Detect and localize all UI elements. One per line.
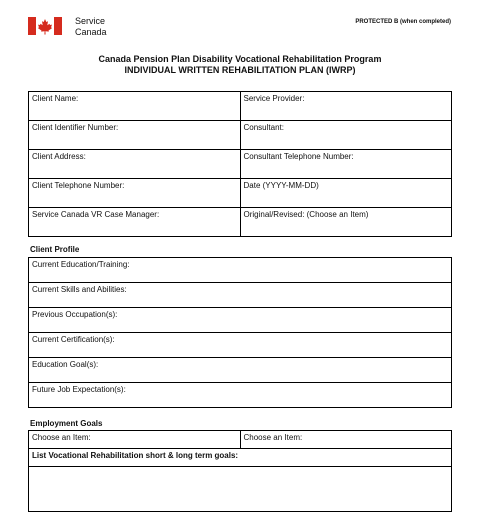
table-row	[29, 308, 452, 333]
original-revised-select[interactable]: Original/Revised: (Choose an Item)	[240, 208, 452, 237]
table-row	[29, 208, 452, 237]
document-title	[0, 54, 480, 76]
employment-goals-heading: Employment Goals	[30, 419, 103, 428]
client-name-field[interactable]: Client Name:	[29, 92, 241, 121]
table-row	[29, 92, 452, 121]
service-provider-field[interactable]: Service Provider:	[240, 92, 452, 121]
client-address-field[interactable]: Client Address:	[29, 150, 241, 179]
department-name	[75, 16, 107, 38]
vr-goals-label: List Vocational Rehabilitation short & long term goals:	[29, 449, 452, 467]
table-row	[29, 449, 452, 467]
title-line-2: INDIVIDUAL WRITTEN REHABILITATION PLAN (IWRP)	[124, 65, 356, 75]
client-telephone-field[interactable]: Client Telephone Number:	[29, 179, 241, 208]
client-profile-heading: Client Profile	[30, 245, 80, 254]
title-line-1: Canada Pension Plan Disability Vocational Rehabilitation Program	[98, 54, 382, 64]
table-row	[29, 383, 452, 408]
future-job-field[interactable]: Future Job Expectation(s):	[29, 383, 452, 408]
department-line-2: Canada	[75, 27, 107, 37]
document-header	[0, 0, 480, 48]
client-identifier-field[interactable]: Client Identifier Number:	[29, 121, 241, 150]
department-line-1: Service	[75, 16, 106, 26]
employment-goal-select-left[interactable]: Choose an Item:	[29, 431, 241, 449]
employment-goals-table	[28, 430, 452, 512]
table-row	[29, 467, 452, 512]
table-row	[29, 431, 452, 449]
consultant-telephone-field[interactable]: Consultant Telephone Number:	[240, 150, 452, 179]
current-certification-field[interactable]: Current Certification(s):	[29, 333, 452, 358]
table-row	[29, 150, 452, 179]
table-row	[29, 179, 452, 208]
consultant-field[interactable]: Consultant:	[240, 121, 452, 150]
table-row	[29, 121, 452, 150]
table-row	[29, 333, 452, 358]
canada-flag-icon	[28, 17, 62, 35]
employment-goal-select-right[interactable]: Choose an Item:	[240, 431, 452, 449]
current-education-field[interactable]: Current Education/Training:	[29, 258, 452, 283]
protected-label: PROTECTED B (when completed)	[355, 19, 451, 25]
table-row	[29, 258, 452, 283]
client-info-table	[28, 91, 452, 237]
table-row	[29, 358, 452, 383]
current-skills-field[interactable]: Current Skills and Abilities:	[29, 283, 452, 308]
case-manager-field[interactable]: Service Canada VR Case Manager:	[29, 208, 241, 237]
date-field[interactable]: Date (YYYY-MM-DD)	[240, 179, 452, 208]
client-profile-table	[28, 257, 452, 408]
education-goals-field[interactable]: Education Goal(s):	[29, 358, 452, 383]
vr-goals-field[interactable]	[29, 467, 452, 512]
table-row	[29, 283, 452, 308]
previous-occupation-field[interactable]: Previous Occupation(s):	[29, 308, 452, 333]
